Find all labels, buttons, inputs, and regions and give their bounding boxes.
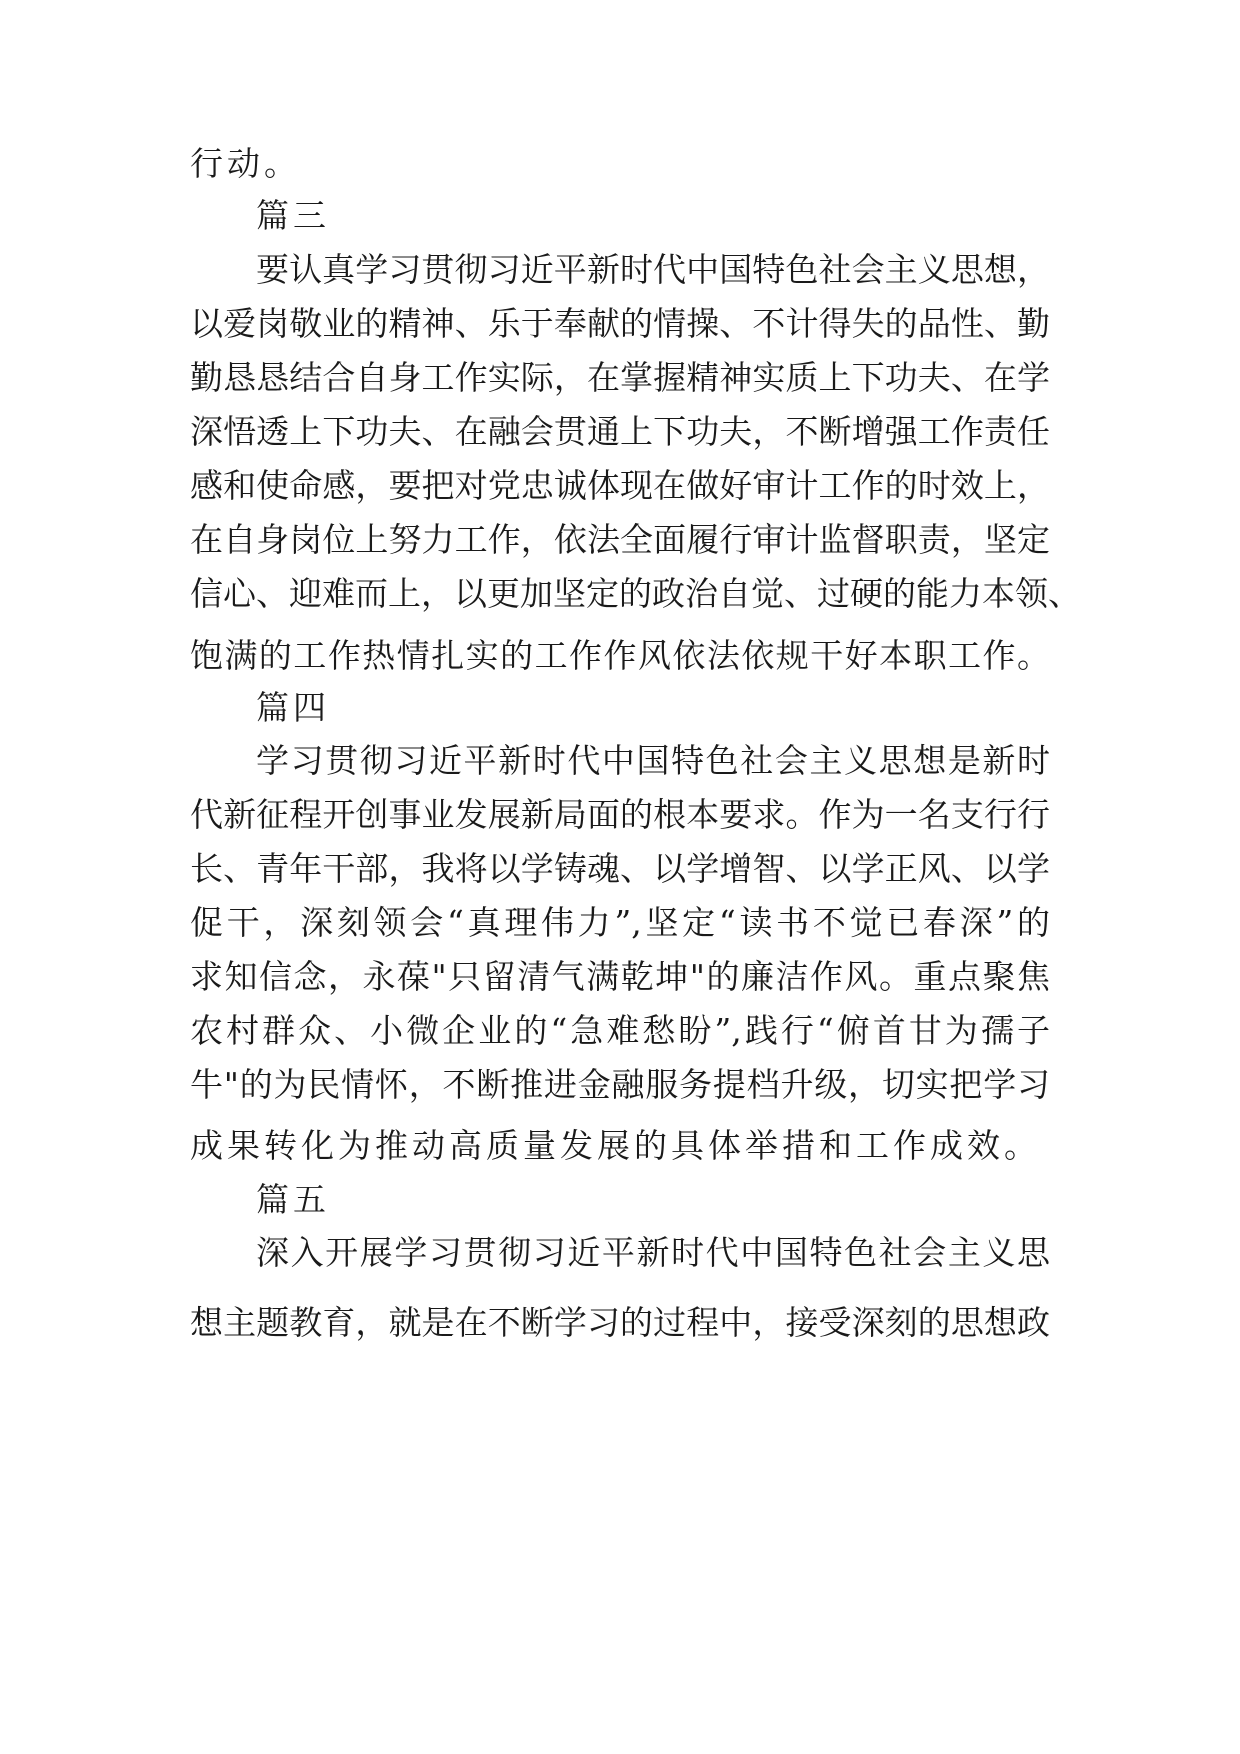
text-line-3: 要认真学习贯彻习近平新时代中国特色社会主义思想， [256, 250, 1050, 289]
text-line-21: 深入开展学习贯彻习近平新时代中国特色社会主义思 [256, 1233, 1050, 1272]
text-line-5: 勤恳恳结合自身工作实际，在掌握精神实质上下功夫、在学 [190, 358, 1050, 397]
text-line-12: 学习贯彻习近平新时代中国特色社会主义思想是新时 [256, 741, 1050, 780]
text-line-13: 代新征程开创事业发展新局面的根本要求。作为一名支行行 [190, 795, 1050, 834]
text-line-8: 在自身岗位上努力工作，依法全面履行审计监督职责，坚定 [190, 520, 1050, 559]
text-line-15: 促干，深刻领会“真理伟力”,坚定“读书不觉已春深”的 [190, 903, 1050, 942]
text-line-6: 深悟透上下功夫、在融会贯通上下功夫，不断增强工作责任 [190, 412, 1050, 451]
section-heading-3: 篇三 [256, 196, 330, 235]
text-line-9: 信心、迎难而上，以更加坚定的政治自觉、过硬的能力本领、 [190, 574, 1081, 613]
section-heading-5: 篇五 [256, 1180, 330, 1219]
section-heading-4: 篇四 [256, 688, 330, 727]
text-line-17: 农村群众、小微企业的“急难愁盼”,践行“俯首甘为孺子 [190, 1011, 1050, 1050]
text-line-10: 饱满的工作热情扎实的工作作风依法依规干好本职工作。 [190, 636, 1050, 675]
text-line-19: 成果转化为推动高质量发展的具体举措和工作成效。 [190, 1126, 1041, 1165]
text-line-4: 以爱岗敬业的精神、乐于奉献的情操、不计得失的品性、勤 [190, 304, 1050, 343]
text-line-18: 牛"的为民情怀，不断推进金融服务提档升级，切实把学习 [190, 1065, 1050, 1104]
text-line-22: 想主题教育，就是在不断学习的过程中，接受深刻的思想政 [190, 1303, 1050, 1342]
text-line-16: 求知信念，永葆"只留清气满乾坤"的廉洁作风。重点聚焦 [190, 957, 1050, 996]
text-line-1: 行动。 [190, 144, 301, 183]
text-line-7: 感和使命感，要把对党忠诚体现在做好审计工作的时效上， [190, 466, 1050, 505]
text-line-14: 长、青年干部，我将以学铸魂、以学增智、以学正风、以学 [190, 849, 1050, 888]
